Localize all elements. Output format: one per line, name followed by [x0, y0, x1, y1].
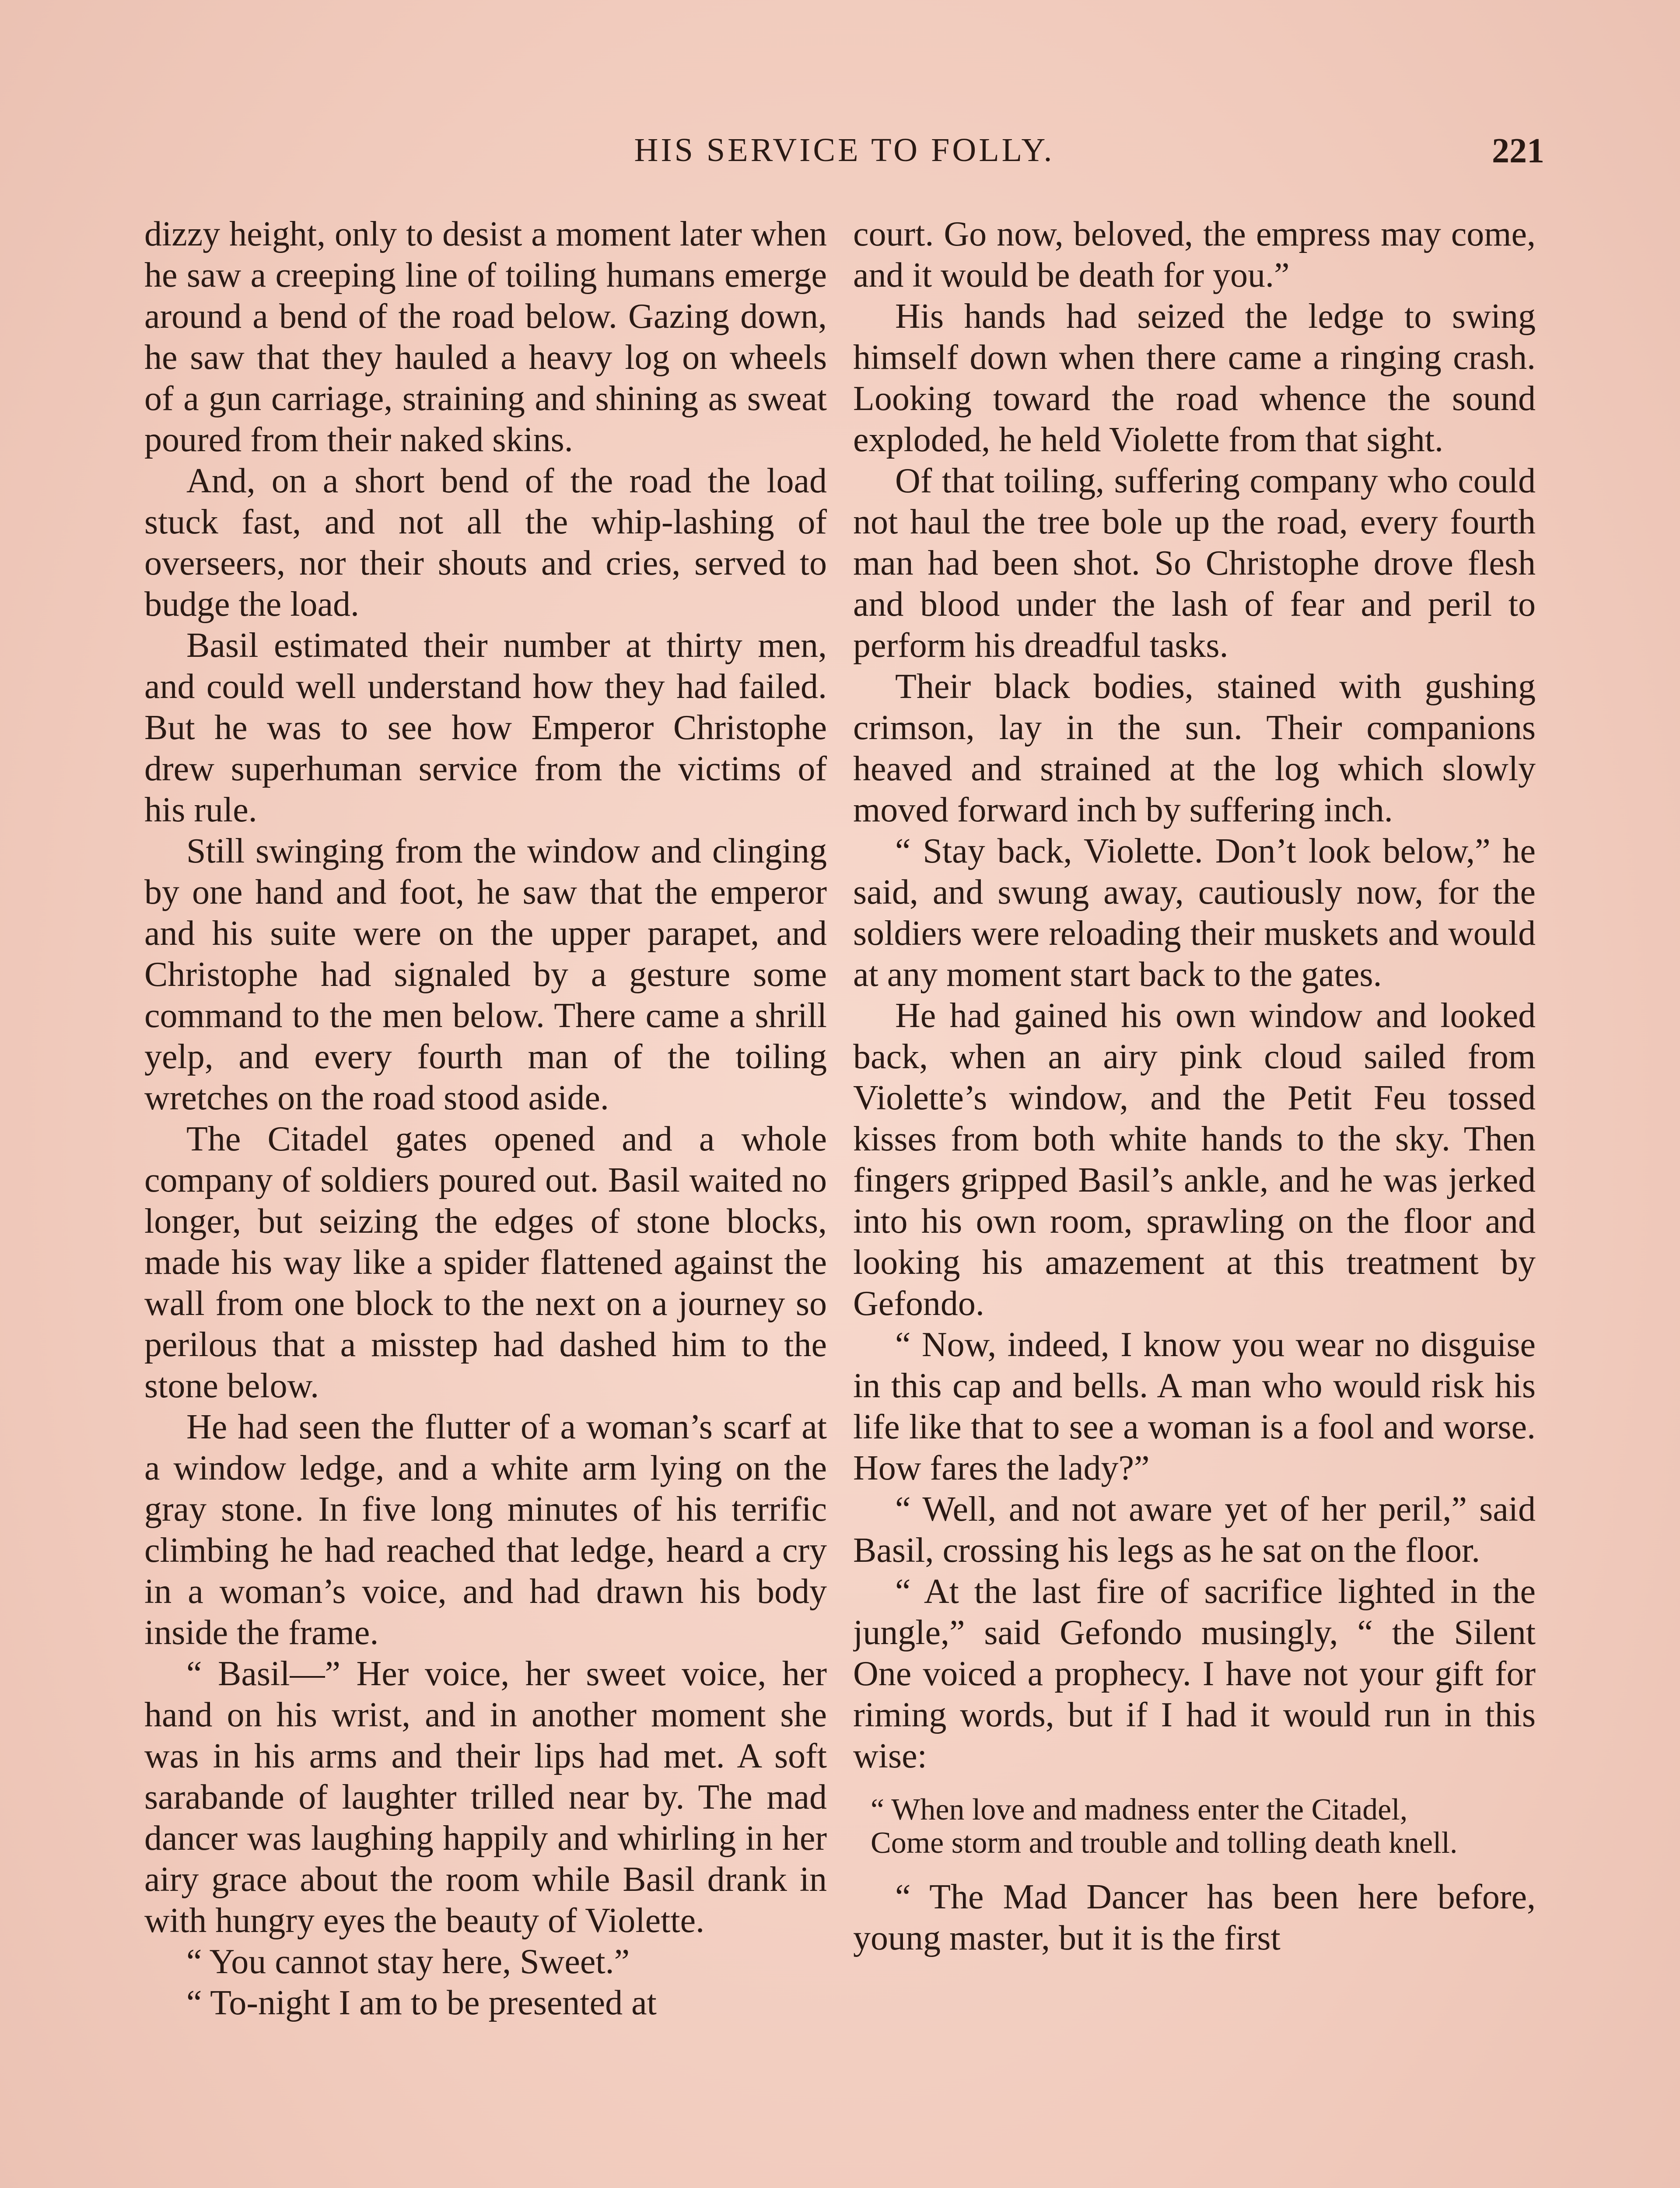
paragraph: Still swinging from the window and clinging by one hand and foot, he saw that the emperor and his suite were on the upper parapet, and Christophe had signaled by a gesture some command to the men below. There came a shrill yelp, and every fourth man of the toiling wretches on the road stood aside.	[144, 832, 827, 1117]
paragraph: Basil estimated their number at thirty men, and could well understand how they had failed. But he was to see how Emperor Christophe drew superhuman service from the victims of his rule.	[144, 626, 827, 829]
paragraph: “ To-night I am to be presented at	[186, 1984, 657, 2022]
paragraph: And, on a short bend of the road the load stuck fast, and not all the whip-lashing of overseers, nor their shouts and cries, served to budge the load.	[144, 462, 827, 624]
verse-block	[871, 1793, 1536, 1860]
paragraph: “ Well, and not aware yet of her peril,” said Basil, crossing his legs as he sat on the floor.	[853, 1490, 1536, 1570]
page-number: 221	[1492, 132, 1544, 170]
right-column	[853, 214, 1536, 2188]
paragraph: Their black bodies, stained with gushing crimson, lay in the sun. Their companions heaved and strained at the log which slowly moved forward inch by suffering inch.	[853, 667, 1536, 829]
left-column	[144, 214, 827, 2188]
paragraph: “ Basil—” Her voice, her sweet voice, her hand on his wrist, and in another moment she was in his arms and their lips had met. A soft sarabande of laughter trilled near by. The mad dancer was laughing happily and whirling in her airy grace about the room while Basil drank in with hungry eyes the beauty of Violette.	[144, 1655, 827, 1940]
paragraph: “ The Mad Dancer has been here before, young master, but it is the first	[853, 1878, 1536, 1957]
paragraph: “ Now, indeed, I know you wear no disguise in this cap and bells. A man who would risk his life like that to see a woman is a fool and worse. How fares the lady?”	[853, 1325, 1536, 1487]
paragraph: court. Go now, beloved, the empress may come, and it would be death for you.”	[853, 215, 1536, 295]
running-title: HIS SERVICE TO FOLLY.	[634, 132, 1055, 168]
verse-line: Come storm and trouble and tolling death knell.	[871, 1826, 1458, 1860]
paragraph: Of that toiling, suffering company who could not haul the tree bole up the road, every fourth man had been shot. So Christophe drove flesh and blood under the lash of fear and peril to perform his dreadful tasks.	[853, 462, 1536, 665]
paragraph: “ Stay back, Violette. Don’t look below,” he said, and swung away, cautiously now, for the soldiers were reloading their muskets and would at any moment start back to the gates.	[853, 832, 1536, 994]
paragraph: His hands had seized the ledge to swing himself down when there came a ringing crash. Looking toward the road whence the sound exploded, he held Violette from that sight.	[853, 297, 1536, 459]
paragraph: He had seen the flutter of a woman’s scarf at a window ledge, and a white arm lying on the gray stone. In five long minutes of his terrific climbing he had reached that ledge, heard a cry in a woman’s voice, and had drawn his body inside the frame.	[144, 1408, 827, 1652]
paragraph: “ You cannot stay here, Sweet.”	[186, 1943, 630, 1981]
paragraph: He had gained his own window and looked back, when an airy pink cloud sailed from Violette’s window, and the Petit Feu tossed kisses from both white hands to the sky. Then fingers gripped Basil’s ankle, and he was jerked into his own room, sprawling on the floor and looking his amazement at this treatment by Gefondo.	[853, 996, 1536, 1323]
paragraph: dizzy height, only to desist a moment later when he saw a creeping line of toiling humans emerge around a bend of the road below. Gazing down, he saw that they hauled a heavy log on wheels of a gun carriage, straining and shining as sweat poured from their naked skins.	[144, 215, 827, 459]
paragraph: “ At the last fire of sacrifice lighted in the jungle,” said Gefondo musingly, “ the Silent One voiced a prophecy. I have not your gift for riming words, but if I had it would run in this wise:	[853, 1572, 1536, 1775]
paragraph: The Citadel gates opened and a whole company of soldiers poured out. Basil waited no longer, but seizing the edges of stone blocks, made his way like a spider flattened against the wall from one block to the next on a journey so perilous that a misstep had dashed him to the stone below.	[144, 1120, 827, 1405]
verse-line: “ When love and madness enter the Citadel,	[871, 1793, 1408, 1827]
page-header	[144, 131, 1544, 184]
